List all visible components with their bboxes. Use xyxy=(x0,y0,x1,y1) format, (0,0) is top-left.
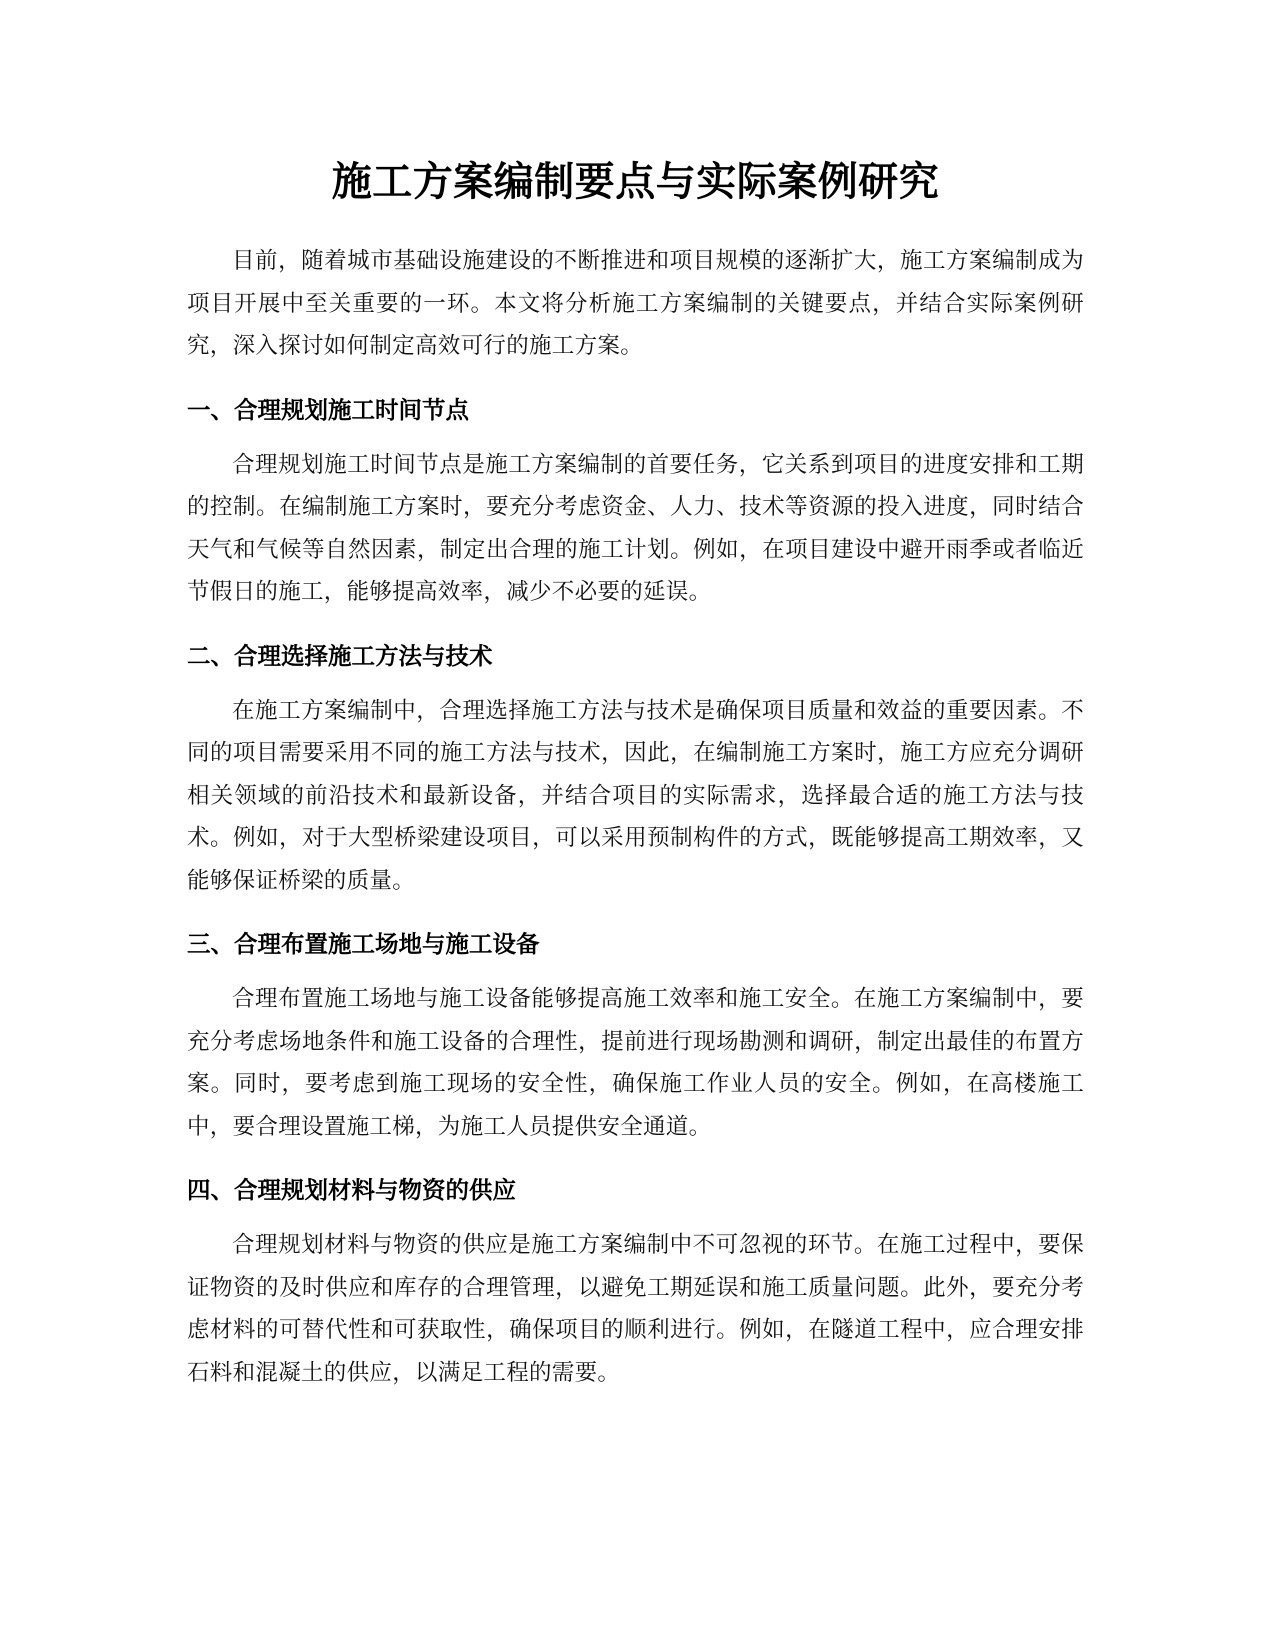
section-heading: 四、合理规划材料与物资的供应 xyxy=(187,1176,516,1204)
section-paragraph: 在施工方案编制中，合理选择施工方法与技术是确保项目质量和效益的重要因素。不同的项目需要采用不同的施工方法与技术，因此，在编制施工方案时，施工方应充分调研相关领域的前沿技术和最新设备，并结合项目的实际需求，选择最合适的施工方法与技术。例如，对于大型桥梁建设项目，可以采用预制构件的方式，既能够提高工期效率，又能够保证桥梁的质量。 xyxy=(187,697,1084,894)
document-body xyxy=(187,150,1084,1394)
intro-paragraph: 目前，随着城市基础设施建设的不断推进和项目规模的逐渐扩大，施工方案编制成为项目开展中至关重要的一环。本文将分析施工方案编制的关键要点，并结合实际案例研究，深入探讨如何制定高效可行的施工方案。 xyxy=(187,248,1084,359)
section-heading: 一、合理规划施工时间节点 xyxy=(187,395,469,424)
section-paragraph: 合理布置施工场地与施工设备能够提高施工效率和施工安全。在施工方案编制中，要充分考虑场地条件和施工设备的合理性，提前进行现场勘测和调研，制定出最佳的布置方案。同时，要考虑到施工现场的安全性，确保施工作业人员的安全。例如，在高楼施工中，要合理设置施工梯，为施工人员提供安全通道。 xyxy=(187,986,1084,1140)
section-heading: 二、合理选择施工方法与技术 xyxy=(187,641,493,670)
section-methods-technology xyxy=(187,636,1084,903)
section-paragraph: 合理规划施工时间节点是施工方案编制的首要任务，它关系到项目的进度安排和工期的控制。在编制施工方案时，要充分考虑资金、人力、技术等资源的投入进度，同时结合天气和气候等自然因素，制定出合理的施工计划。例如，在项目建设中避开雨季或者临近节假日的施工，能够提高效率，减少不必要的延误。 xyxy=(187,451,1084,605)
document-title: 施工方案编制要点与实际案例研究 xyxy=(331,159,940,205)
section-paragraph: 合理规划材料与物资的供应是施工方案编制中不可忽视的环节。在施工过程中，要保证物资的及时供应和库存的合理管理，以避免工期延误和施工质量问题。此外，要充分考虑材料的可替代性和可获取性，确保项目的顺利进行。例如，在隧道工程中，应合理安排石料和混凝土的供应，以满足工程的需要。 xyxy=(187,1232,1084,1386)
section-site-equipment xyxy=(187,924,1084,1148)
section-heading: 三、合理布置施工场地与施工设备 xyxy=(187,930,540,958)
section-material-supply xyxy=(187,1170,1084,1394)
section-time-planning xyxy=(187,390,1084,614)
